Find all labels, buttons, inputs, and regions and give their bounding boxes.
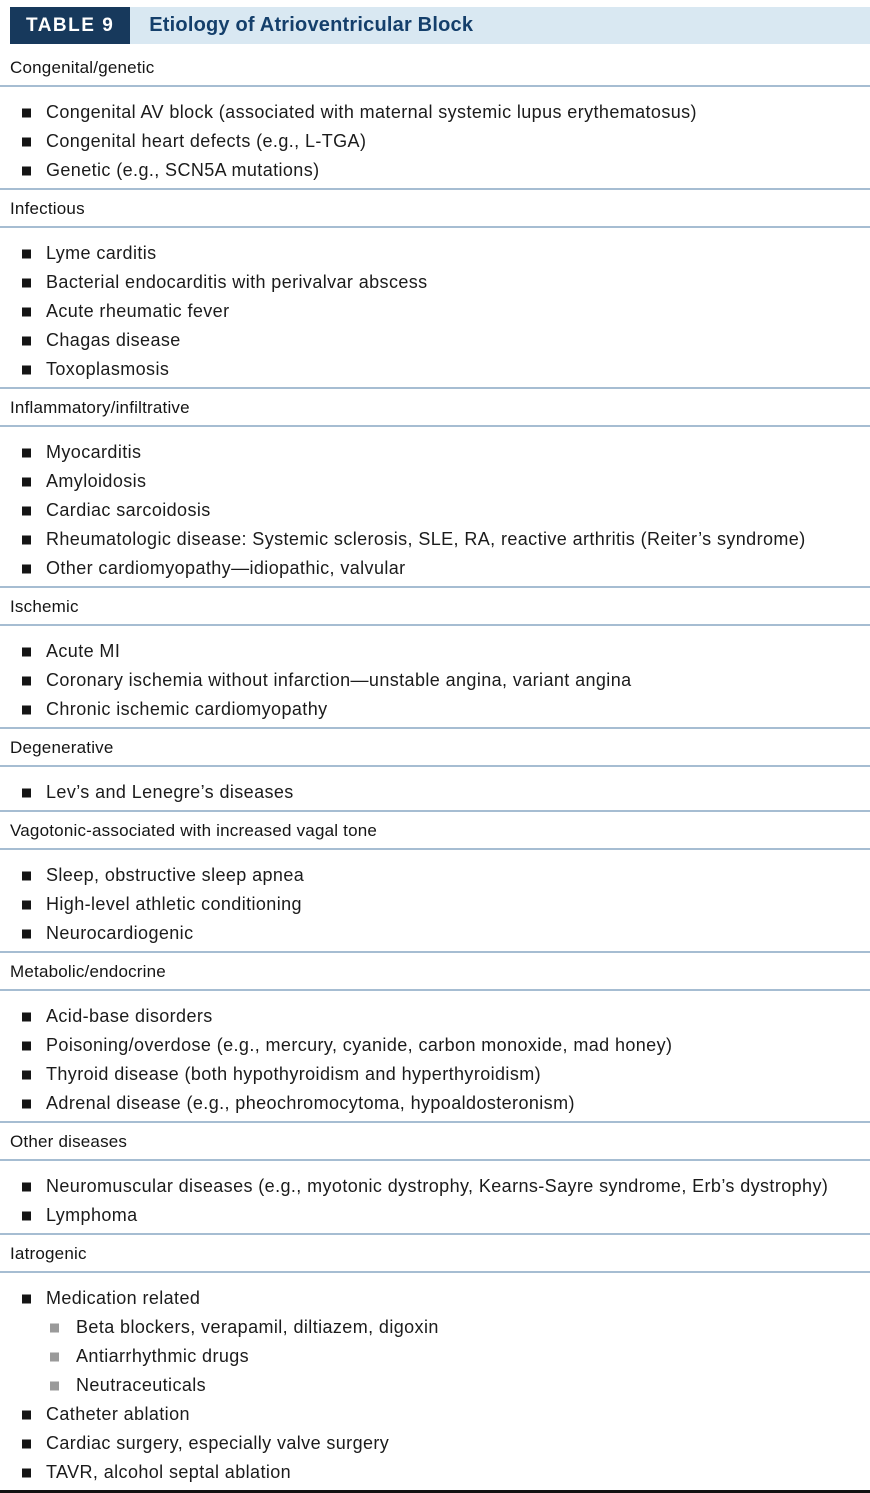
etiology-item xyxy=(0,1284,870,1313)
bullet-square-icon xyxy=(22,788,31,797)
bullet-square-icon xyxy=(22,871,31,880)
bullet-square-icon xyxy=(22,900,31,909)
section-header: Other diseases xyxy=(0,1121,870,1161)
item-text: Neurocardiogenic xyxy=(46,923,194,943)
item-text: Amyloidosis xyxy=(46,471,147,491)
bullet-square-icon xyxy=(22,676,31,685)
bullet-square-icon xyxy=(22,307,31,316)
bullet-square-icon xyxy=(22,564,31,573)
etiology-subitem xyxy=(0,1371,870,1400)
etiology-item xyxy=(0,1458,870,1487)
bullet-square-icon xyxy=(22,1070,31,1079)
bullet-square-icon xyxy=(22,448,31,457)
bullet-square-icon xyxy=(22,278,31,287)
etiology-section xyxy=(0,1121,870,1233)
bullet-square-icon xyxy=(22,166,31,175)
item-text: Myocarditis xyxy=(46,442,142,462)
etiology-item xyxy=(0,355,870,384)
section-items xyxy=(0,1273,870,1490)
section-header: Inflammatory/infiltrative xyxy=(0,387,870,427)
sub-bullet-square-icon xyxy=(50,1381,59,1390)
item-text: Cardiac sarcoidosis xyxy=(46,500,211,520)
etiology-item xyxy=(0,268,870,297)
bullet-square-icon xyxy=(22,647,31,656)
section-header: Ischemic xyxy=(0,586,870,626)
etiology-item xyxy=(0,1201,870,1230)
bullet-square-icon xyxy=(22,365,31,374)
etiology-subitem xyxy=(0,1342,870,1371)
item-text: Sleep, obstructive sleep apnea xyxy=(46,865,305,885)
etiology-item xyxy=(0,1060,870,1089)
item-text: Bacterial endocarditis with perivalvar abscess xyxy=(46,272,428,292)
section-header: Vagotonic-associated with increased vagal tone xyxy=(0,810,870,850)
sub-bullet-square-icon xyxy=(50,1323,59,1332)
section-items xyxy=(0,427,870,586)
etiology-item xyxy=(0,919,870,948)
item-text: Congenital AV block (associated with maternal systemic lupus erythematosus) xyxy=(46,102,697,122)
bullet-square-icon xyxy=(22,1012,31,1021)
bullet-square-icon xyxy=(22,705,31,714)
item-text: Toxoplasmosis xyxy=(46,359,170,379)
etiology-section xyxy=(0,1233,870,1490)
etiology-item xyxy=(0,467,870,496)
section-items xyxy=(0,991,870,1121)
item-text: Lev’s and Lenegre’s diseases xyxy=(46,782,294,802)
etiology-item xyxy=(0,297,870,326)
table-number-badge: TABLE 9 xyxy=(10,7,130,44)
etiology-item xyxy=(0,438,870,467)
item-text: Poisoning/overdose (e.g., mercury, cyanide, carbon monoxide, mad honey) xyxy=(46,1035,673,1055)
etiology-item xyxy=(0,525,870,554)
item-text: Rheumatologic disease: Systemic sclerosis, SLE, RA, reactive arthritis (Reiter’s syndrome) xyxy=(46,529,806,549)
item-text: Catheter ablation xyxy=(46,1404,190,1424)
item-text: Chagas disease xyxy=(46,330,181,350)
etiology-item xyxy=(0,326,870,355)
item-text: Antiarrhythmic drugs xyxy=(76,1346,250,1366)
item-text: Acid-base disorders xyxy=(46,1006,213,1026)
bullet-square-icon xyxy=(22,1439,31,1448)
etiology-item xyxy=(0,98,870,127)
bullet-square-icon xyxy=(22,477,31,486)
item-text: High-level athletic conditioning xyxy=(46,894,302,914)
item-text: Beta blockers, verapamil, diltiazem, digoxin xyxy=(76,1317,439,1337)
section-items xyxy=(0,850,870,951)
etiology-item xyxy=(0,695,870,724)
bullet-square-icon xyxy=(22,249,31,258)
bullet-square-icon xyxy=(22,1294,31,1303)
item-text: Lyme carditis xyxy=(46,243,157,263)
section-items xyxy=(0,1161,870,1233)
etiology-item xyxy=(0,890,870,919)
etiology-section xyxy=(0,49,870,188)
etiology-item xyxy=(0,1400,870,1429)
bullet-square-icon xyxy=(22,1099,31,1108)
item-text: Thyroid disease (both hypothyroidism and hyperthyroidism) xyxy=(46,1064,542,1084)
section-header: Metabolic/endocrine xyxy=(0,951,870,991)
item-text: Other cardiomyopathy—idiopathic, valvular xyxy=(46,558,406,578)
bullet-square-icon xyxy=(22,1468,31,1477)
bullet-square-icon xyxy=(22,506,31,515)
etiology-item xyxy=(0,637,870,666)
etiology-item xyxy=(0,861,870,890)
section-header: Iatrogenic xyxy=(0,1233,870,1273)
table-body xyxy=(0,49,870,1490)
item-text: Lymphoma xyxy=(46,1205,138,1225)
etiology-item xyxy=(0,778,870,807)
table-title: Etiology of Atrioventricular Block xyxy=(149,14,474,36)
item-text: TAVR, alcohol septal ablation xyxy=(46,1462,292,1482)
item-text: Acute rheumatic fever xyxy=(46,301,230,321)
bullet-square-icon xyxy=(22,535,31,544)
item-text: Adrenal disease (e.g., pheochromocytoma, hypoaldosteronism) xyxy=(46,1093,575,1113)
table-title-band xyxy=(10,7,870,44)
section-items xyxy=(0,767,870,810)
etiology-section xyxy=(0,586,870,727)
etiology-item xyxy=(0,1031,870,1060)
item-text: Coronary ischemia without infarction—unstable angina, variant angina xyxy=(46,670,632,690)
etiology-item xyxy=(0,1429,870,1458)
etiology-item xyxy=(0,1172,870,1201)
section-items xyxy=(0,228,870,387)
bullet-square-icon xyxy=(22,108,31,117)
section-header: Degenerative xyxy=(0,727,870,767)
item-text: Chronic ischemic cardiomyopathy xyxy=(46,699,328,719)
etiology-item xyxy=(0,1002,870,1031)
item-text: Congenital heart defects (e.g., L-TGA) xyxy=(46,131,367,151)
etiology-item xyxy=(0,496,870,525)
etiology-section xyxy=(0,188,870,387)
etiology-item xyxy=(0,554,870,583)
section-items xyxy=(0,626,870,727)
section-items xyxy=(0,87,870,188)
etiology-item xyxy=(0,156,870,185)
item-text: Medication related xyxy=(46,1288,201,1308)
section-header: Infectious xyxy=(0,188,870,228)
item-text: Neuromuscular diseases (e.g., myotonic dystrophy, Kearns-Sayre syndrome, Erb’s dystrophy) xyxy=(46,1176,829,1196)
etiology-section xyxy=(0,727,870,810)
etiology-item xyxy=(0,666,870,695)
sub-bullet-square-icon xyxy=(50,1352,59,1361)
bullet-square-icon xyxy=(22,1410,31,1419)
bullet-square-icon xyxy=(22,1182,31,1191)
item-text: Acute MI xyxy=(46,641,121,661)
etiology-item xyxy=(0,239,870,268)
bullet-square-icon xyxy=(22,336,31,345)
item-text: Cardiac surgery, especially valve surgery xyxy=(46,1433,390,1453)
section-header: Congenital/genetic xyxy=(0,49,870,87)
bullet-square-icon xyxy=(22,929,31,938)
etiology-section xyxy=(0,387,870,586)
etiology-item xyxy=(0,127,870,156)
item-text: Genetic (e.g., SCN5A mutations) xyxy=(46,160,320,180)
etiology-section xyxy=(0,951,870,1121)
bullet-square-icon xyxy=(22,137,31,146)
etiology-item xyxy=(0,1089,870,1118)
etiology-subitem xyxy=(0,1313,870,1342)
etiology-section xyxy=(0,810,870,951)
bullet-square-icon xyxy=(22,1041,31,1050)
item-text: Neutraceuticals xyxy=(76,1375,207,1395)
bullet-square-icon xyxy=(22,1211,31,1220)
